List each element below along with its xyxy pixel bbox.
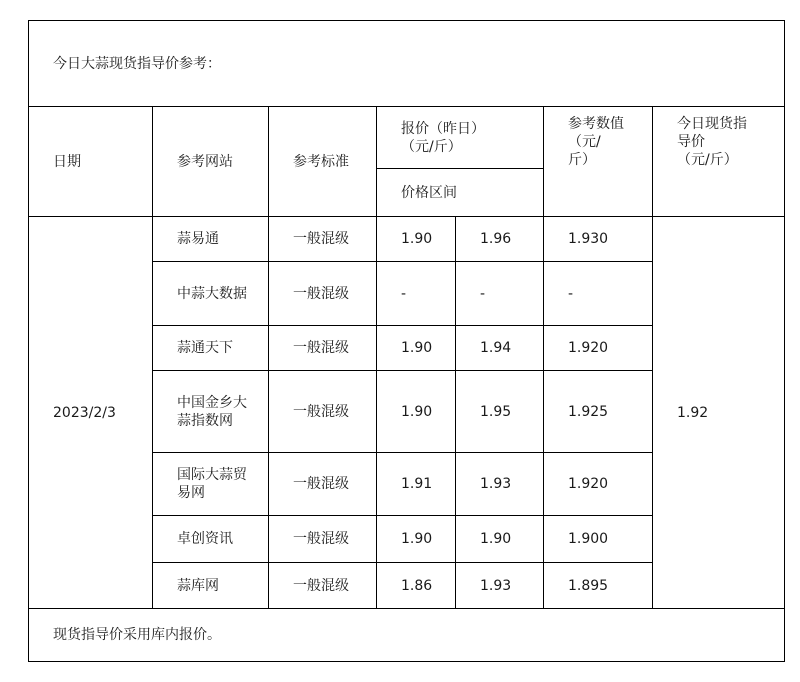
low-cell: 1.90 [377, 516, 456, 563]
low-cell: - [377, 262, 456, 326]
high-cell: 1.90 [456, 516, 544, 563]
header-today-line2: 导价 [677, 134, 705, 150]
note-row [29, 609, 785, 662]
ref-cell: 1.920 [544, 453, 653, 516]
header-today [653, 107, 785, 217]
standard-cell: 一般混级 [269, 326, 377, 371]
header-ref [544, 107, 653, 217]
site-cell: 中国金乡大蒜指数网 [153, 371, 269, 453]
header-row [29, 107, 785, 169]
low-cell: 1.90 [377, 217, 456, 262]
ref-cell: 1.925 [544, 371, 653, 453]
ref-cell: 1.920 [544, 326, 653, 371]
header-ref-line2: （元/ [568, 134, 601, 150]
high-cell: 1.93 [456, 563, 544, 609]
standard-cell: 一般混级 [269, 217, 377, 262]
header-date: 日期 [29, 107, 153, 217]
table-row [29, 217, 785, 262]
low-cell: 1.91 [377, 453, 456, 516]
low-cell: 1.90 [377, 326, 456, 371]
high-cell: - [456, 262, 544, 326]
site-cell: 蒜库网 [153, 563, 269, 609]
header-quote [377, 107, 544, 169]
high-cell: 1.94 [456, 326, 544, 371]
header-quote-line2: （元/斤） [401, 138, 462, 155]
today-price-cell: 1.92 [653, 217, 785, 609]
header-quote-line1: 报价（昨日） [401, 120, 485, 137]
standard-cell: 一般混级 [269, 262, 377, 326]
standard-cell: 一般混级 [269, 516, 377, 563]
header-today-line1: 今日现货指 [677, 116, 747, 132]
standard-cell: 一般混级 [269, 453, 377, 516]
standard-cell: 一般混级 [269, 563, 377, 609]
header-site: 参考网站 [153, 107, 269, 217]
site-cell: 国际大蒜贸易网 [153, 453, 269, 516]
site-cell: 卓创资讯 [153, 516, 269, 563]
high-cell: 1.95 [456, 371, 544, 453]
site-cell: 蒜易通 [153, 217, 269, 262]
table-note: 现货指导价采用库内报价。 [29, 609, 785, 662]
ref-cell: 1.900 [544, 516, 653, 563]
high-cell: 1.93 [456, 453, 544, 516]
price-table [28, 20, 785, 662]
standard-cell: 一般混级 [269, 371, 377, 453]
site-cell: 蒜通天下 [153, 326, 269, 371]
ref-cell: 1.895 [544, 563, 653, 609]
high-cell: 1.96 [456, 217, 544, 262]
title-row [29, 21, 785, 107]
header-ref-line3: 斤） [568, 152, 596, 168]
ref-cell: 1.930 [544, 217, 653, 262]
low-cell: 1.90 [377, 371, 456, 453]
site-cell: 中蒜大数据 [153, 262, 269, 326]
low-cell: 1.86 [377, 563, 456, 609]
header-ref-line1: 参考数值 [568, 116, 624, 132]
table-title: 今日大蒜现货指导价参考： [29, 21, 785, 107]
header-standard: 参考标准 [269, 107, 377, 217]
ref-cell: - [544, 262, 653, 326]
header-range: 价格区间 [377, 169, 544, 217]
header-today-line3: （元/斤） [677, 152, 738, 168]
date-cell: 2023/2/3 [29, 217, 153, 609]
